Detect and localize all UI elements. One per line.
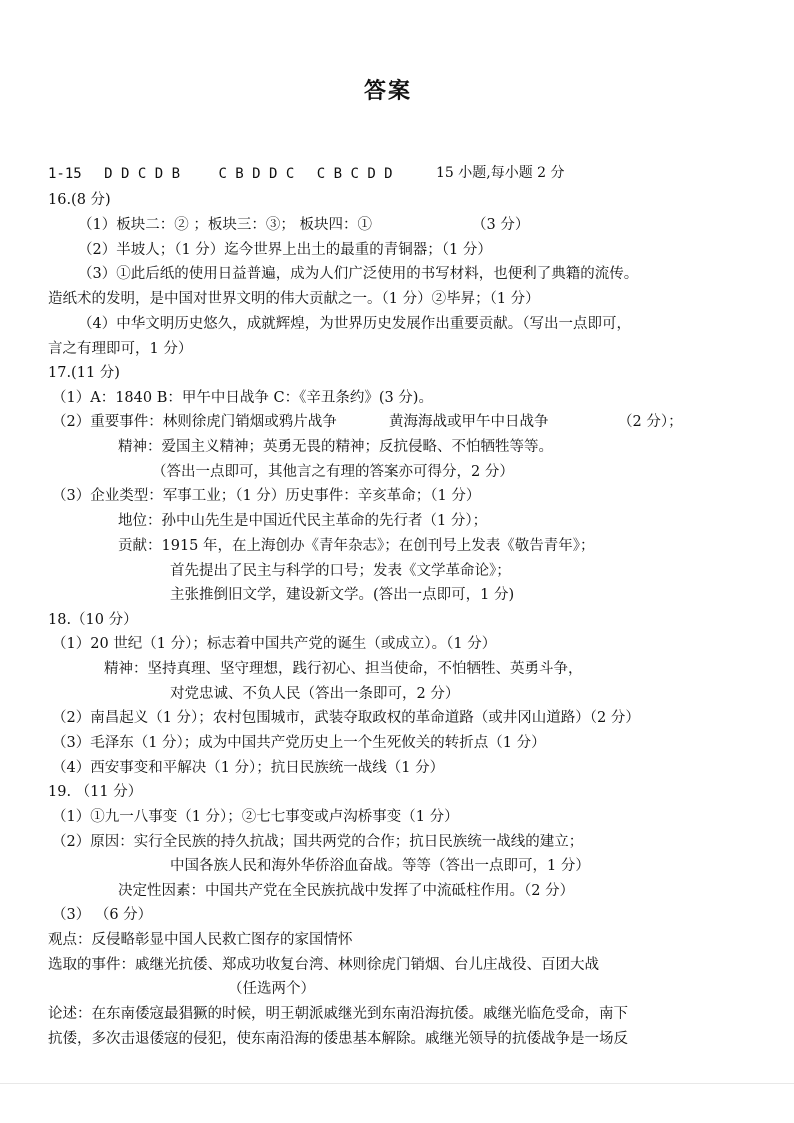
q17-spirit-note: （答出一点即可，其他言之有理的答案亦可得分，2 分） — [152, 464, 514, 480]
q17-part-2-score: （2 分）； — [618, 414, 683, 430]
answer-row-1-15 — [48, 165, 393, 183]
q17-part-2-event-2: 黄海海战或甲午中日战争 — [389, 414, 549, 430]
q16-part-3: （3）①此后纸的使用日益普遍，成为人们广泛使用的书写材料，也便利了典籍的流传。 — [78, 266, 639, 282]
question-17-heading: 17.(11 分) — [48, 365, 120, 381]
q19-part-2-cont: 中国各族人民和海外华侨浴血奋战。等等（答出一点即可，1 分） — [170, 858, 590, 874]
question-16-heading: 16.(8 分) — [48, 192, 111, 208]
q17-contribution-3: 主张推倒旧文学，建设新文学。(答出一点即可，1 分) — [170, 587, 515, 603]
q19-viewpoint: 观点：反侵略彰显中国人民救亡图存的家国情怀 — [48, 932, 353, 948]
answer-note: 15 小题,每小题 2 分 — [436, 165, 565, 181]
q19-part-1: （1）①九一八事变（1 分）；②七七事变或卢沟桥事变（1 分） — [52, 809, 459, 825]
question-19-heading: 19. （11 分） — [48, 784, 143, 800]
q18-spirit-2: 对党忠诚、不负人民（答出一条即可，2 分） — [170, 686, 460, 702]
q17-part-1: （1）A：1840 B：甲午中日战争 C：《辛丑条约》(3 分)。 — [52, 390, 433, 406]
q19-part-3: （3） （6 分） — [52, 907, 153, 923]
q19-part-2: （2）原因：实行全民族的持久抗战；国共两党的合作；抗日民族统一战线的建立； — [52, 834, 584, 850]
q18-part-4: （4）西安事变和平解决（1 分）；抗日民族统一战线（1 分） — [52, 760, 445, 776]
q19-events: 选取的事件：戚继光抗倭、郑成功收复台湾、林则徐虎门销烟、台儿庄战役、百团大战 — [48, 957, 599, 973]
answer-range: 1-15 — [48, 166, 82, 182]
q17-part-2: （2）重要事件：林则徐虎门销烟或鸦片战争 — [52, 414, 337, 430]
answer-group-2: C B D D C — [218, 166, 295, 182]
q16-part-3-cont: 造纸术的发明，是中国对世界文明的伟大贡献之一。（1 分）②毕昇；（1 分） — [48, 291, 540, 307]
q16-part-4-cont: 言之有理即可，1 分） — [48, 341, 193, 357]
q18-part-1: （1）20 世纪（1 分）；标志着中国共产党的诞生（或成立）。（1 分） — [52, 636, 497, 652]
question-18-heading: 18.（10 分） — [48, 612, 138, 628]
q17-contribution-2: 首先提出了民主与科学的口号；发表《文学革命论》； — [170, 563, 511, 579]
answer-group-1: D D C D B — [104, 166, 181, 182]
q16-part-1: （1）板块二：② ；板块三：③； 板块四：① — [78, 217, 372, 233]
answer-group-3: C B C D D — [316, 166, 393, 182]
page-bottom-divider — [0, 1083, 794, 1084]
q19-decisive-factor: 决定性因素：中国共产党在全民族抗战中发挥了中流砥柱作用。（2 分） — [118, 883, 575, 899]
q19-events-note: （任选两个） — [228, 981, 315, 997]
q19-argument: 论述：在东南倭寇最猖獗的时候，明王朝派戚继光到东南沿海抗倭。戚继光临危受命，南下 — [48, 1006, 628, 1022]
q18-spirit: 精神：坚持真理、坚守理想，践行初心、担当使命，不怕牺牲、英勇斗争， — [104, 661, 583, 677]
q19-argument-cont: 抗倭，多次击退倭寇的侵犯，使东南沿海的倭患基本解除。戚继光领导的抗倭战争是一场反 — [48, 1031, 628, 1047]
page-title: 答案 — [364, 78, 413, 104]
q17-status: 地位：孙中山先生是中国近代民主革命的先行者（1 分）； — [118, 513, 488, 529]
q16-part-2: （2）半坡人；（1 分）迄今世界上出土的最重的青铜器；（1 分） — [78, 242, 492, 258]
q16-part-1-score: （3 分） — [472, 217, 530, 233]
q16-part-4: （4）中华文明历史悠久，成就辉煌，为世界历史发展作出重要贡献。（写出一点即可， — [78, 316, 631, 332]
q17-contribution: 贡献：1915 年，在上海创办《青年杂志》；在创刊号上发表《敬告青年》； — [118, 538, 595, 554]
q18-part-3: （3）毛泽东（1 分）；成为中国共产党历史上一个生死攸关的转折点（1 分） — [52, 735, 546, 751]
q18-part-2: （2）南昌起义（1 分）；农村包围城市，武装夺取政权的革命道路（或井冈山道路）（2 分） — [52, 710, 640, 726]
q17-part-3: （3）企业类型：军事工业；（1 分）历史事件：辛亥革命；（1 分） — [52, 488, 481, 504]
q17-spirit: 精神：爱国主义精神；英勇无畏的精神；反抗侵略、不怕牺牲等等。 — [118, 439, 553, 455]
